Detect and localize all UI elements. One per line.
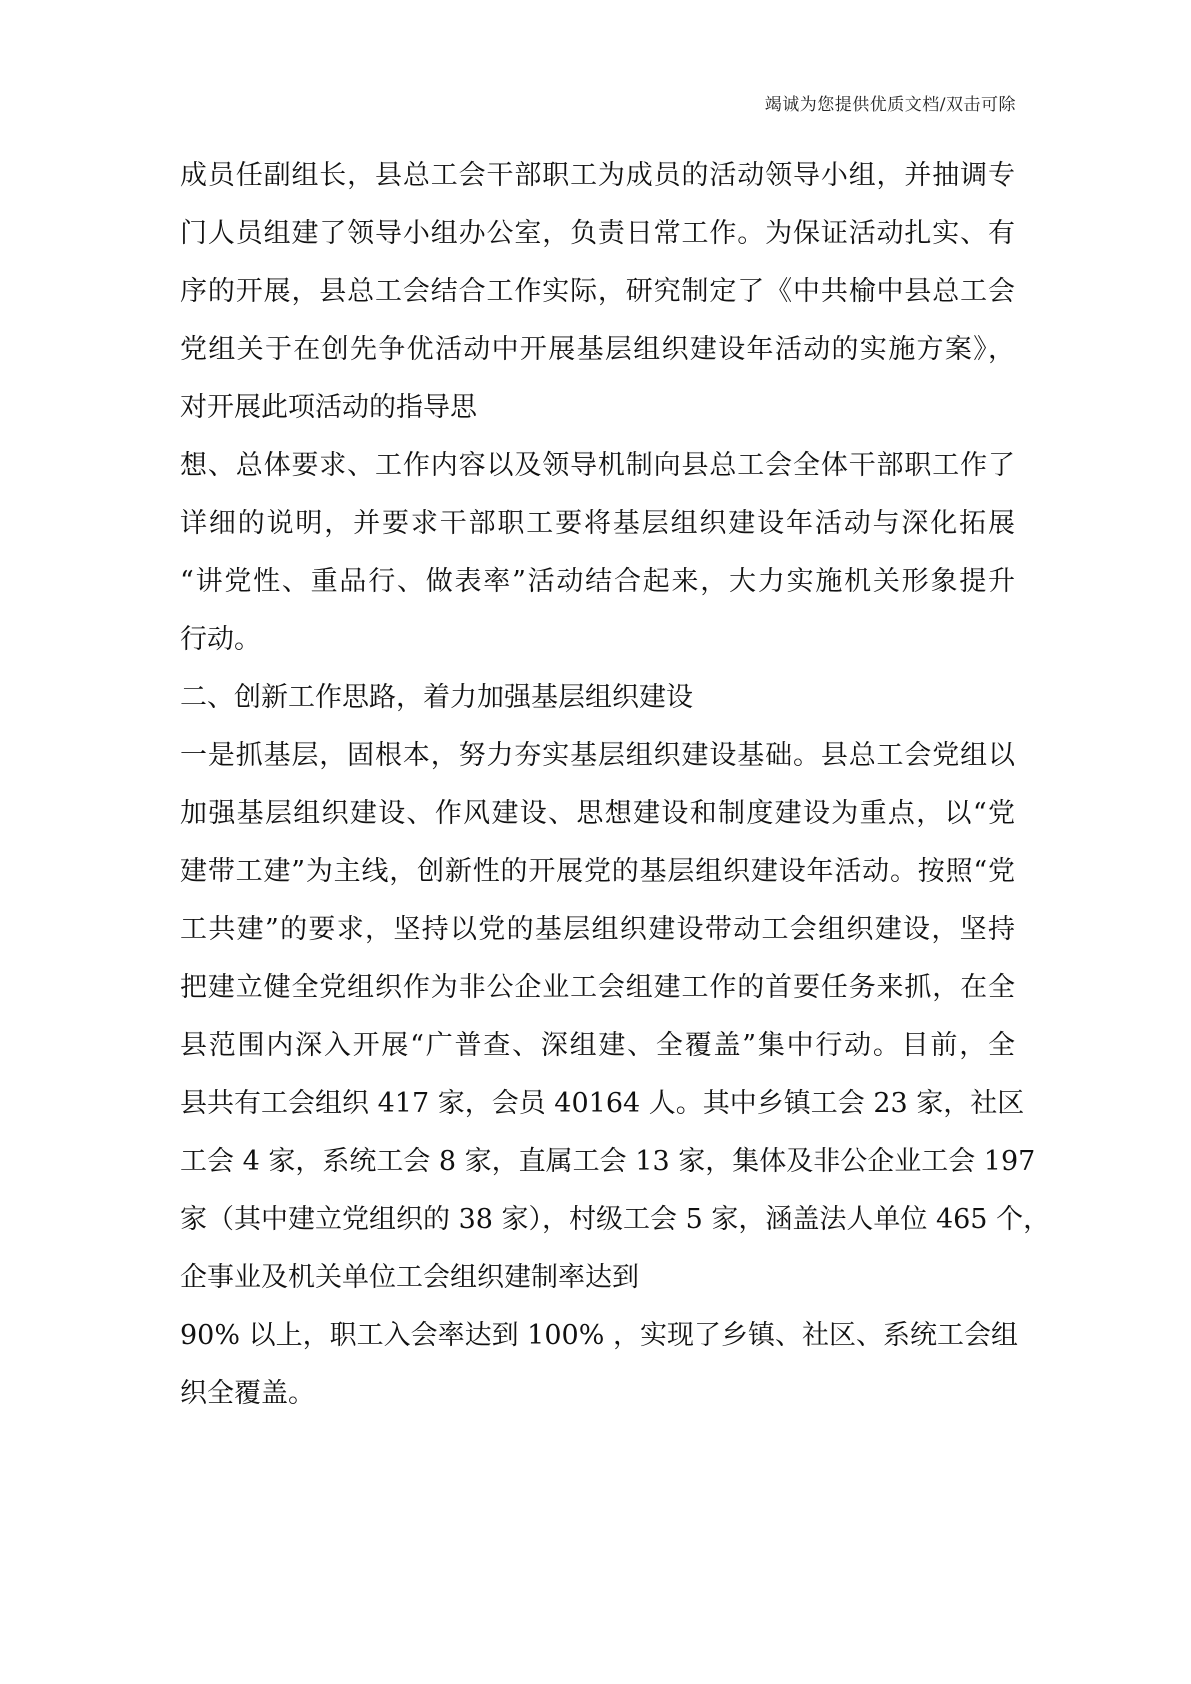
header-note: 竭诚为您提供优质文档/双击可除: [764, 95, 1016, 115]
section-heading: 二、创新工作思路，着力加强基层组织建设: [180, 682, 693, 713]
text-line: 工会 4 家，系统工会 8 家，直属工会 13 家，集体及非公企业工会 197: [180, 1146, 1036, 1177]
text-line: 想、总体要求、工作内容以及领导机制向县总工会全体干部职工作了: [180, 450, 1015, 481]
text-line: 建带工建”为主线，创新性的开展党的基层组织建设年活动。按照“党: [180, 856, 1015, 887]
text-line: 行动。: [180, 624, 261, 655]
text-line: 门人员组建了领导小组办公室，负责日常工作。为保证活动扎实、有: [180, 218, 1015, 249]
text-line: 工共建”的要求，坚持以党的基层组织建设带动工会组织建设，坚持: [180, 914, 1015, 945]
text-line: 县共有工会组织 417 家，会员 40164 人。其中乡镇工会 23 家，社区: [180, 1088, 1025, 1119]
text-line: 详细的说明，并要求干部职工要将基层组织建设年活动与深化拓展: [180, 508, 1015, 539]
text-line: 县范围内深入开展“广普查、深组建、全覆盖”集中行动。目前，全: [180, 1030, 1015, 1061]
text-line: 成员任副组长，县总工会干部职工为成员的活动领导小组，并抽调专: [180, 160, 1015, 191]
text-line: 家（其中建立党组织的 38 家），村级工会 5 家，涵盖法人单位 465 个，: [180, 1204, 1051, 1235]
text-line: 党组关于在创先争优活动中开展基层组织建设年活动的实施方案》，: [180, 334, 1015, 365]
text-line: 织全覆盖。: [180, 1378, 315, 1409]
text-line: “讲党性、重品行、做表率”活动结合起来，大力实施机关形象提升: [180, 566, 1015, 597]
text-line: 序的开展，县总工会结合工作实际，研究制定了《中共榆中县总工会: [180, 276, 1015, 307]
text-line: 90% 以上，职工入会率达到 100% ，实现了乡镇、社区、系统工会组: [180, 1320, 1018, 1351]
document-body: [180, 147, 1051, 1423]
text-line: 企事业及机关单位工会组织建制率达到: [180, 1262, 639, 1293]
text-line: 把建立健全党组织作为非公企业工会组建工作的首要任务来抓，在全: [180, 972, 1015, 1003]
text-line: 加强基层组织建设、作风建设、思想建设和制度建设为重点，以“党: [180, 798, 1015, 829]
text-line: 对开展此项活动的指导思: [180, 392, 477, 423]
text-line: 一是抓基层，固根本，努力夯实基层组织建设基础。县总工会党组以: [180, 740, 1015, 771]
